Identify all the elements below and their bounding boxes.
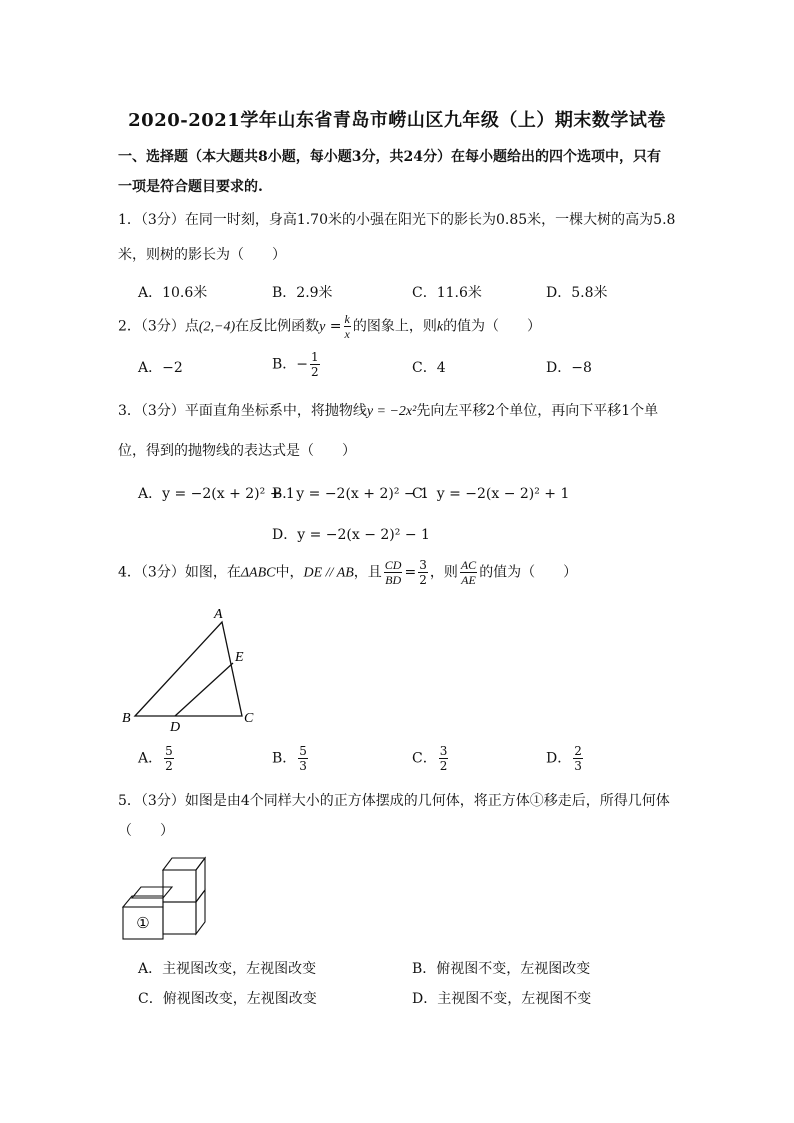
q2-mid: 在反比例函数 [235, 318, 320, 335]
q3-line1-expr: y = −2x² [366, 404, 417, 419]
q5-text-line2: （ ） [118, 823, 174, 839]
q4-option-d-den: 3 [574, 759, 582, 773]
q4-eq: = [404, 564, 417, 581]
q4-option-b-den: 3 [299, 759, 307, 773]
q4-f3-num: AC [460, 558, 477, 572]
q2-func-num: k [344, 312, 350, 326]
label-c: C [244, 711, 254, 726]
q2-end: 的值为（ ） [443, 318, 542, 335]
q5-text-line1: 5．（3分）如图是由4个同样大小的正方体摆成的几何体，将正方体①移走后，所得几何体 [118, 793, 670, 809]
bottom-right-cube-side [196, 890, 205, 934]
page-title: 2020-2021学年山东省青岛市崂山区九年级（上）期末数学试卷 [128, 110, 666, 131]
q2-option-b-label: B．− [272, 356, 309, 373]
q3-option-d[interactable]: D．y = −2(x − 2)² − 1 [272, 527, 430, 543]
q4-parallel: DE // AB [303, 565, 354, 581]
q4-f1-den: BD [385, 573, 402, 587]
q4-option-a-fraction [164, 744, 174, 773]
q4-f2-num: 3 [419, 558, 427, 572]
bottom-right-cube-front [163, 902, 196, 934]
q4-option-b-num: 5 [299, 744, 307, 758]
q2-point: (2,−4) [198, 319, 236, 335]
q4-option-c-num: 3 [439, 744, 448, 758]
q5-option-c[interactable]: C．俯视图改变，左视图改变 [138, 991, 317, 1007]
q4-frac-cd-bd [384, 558, 403, 587]
q3-line1-pre: 3．（3分）平面直角坐标系中，将抛物线 [118, 403, 367, 419]
q3-line1-post: 先向左平移2个单位，再向下平移1个单 [416, 403, 659, 419]
q3-option-c[interactable]: C．y = −2(x − 2)² + 1 [412, 486, 570, 502]
section-heading-line2: 一项是符合题目要求的. [118, 179, 263, 195]
q4-tri: ΔABC [240, 565, 276, 581]
q1-text-line2: 米，则树的影长为（ ） [118, 247, 286, 263]
q5-option-b[interactable]: B．俯视图不变，左视图改变 [412, 961, 591, 977]
q2-option-d[interactable]: D．−8 [546, 360, 592, 376]
q4-frac-3-2 [418, 558, 428, 587]
top-cube-top-face [163, 858, 205, 870]
q2-option-b-den: 2 [311, 365, 319, 379]
q2-after: 的图象上，则 [352, 318, 437, 335]
q3-option-b[interactable]: B．y = −2(x + 2)² − 1 [272, 486, 429, 502]
q3-text-line2: 位，得到的抛物线的表达式是（ ） [118, 443, 356, 459]
q1-option-a[interactable]: A．10.6米 [138, 285, 208, 301]
q2-option-a[interactable]: A．−2 [138, 360, 183, 376]
q4-f1-num: CD [384, 558, 402, 572]
segment-de [175, 663, 233, 716]
q4-triangle-figure [115, 600, 265, 735]
q4-end: 的值为（ ） [479, 564, 578, 581]
q4-mid2: ，且 [353, 564, 382, 581]
section-heading-line1: 一、选择题（本大题共8小题，每小题3分，共24分）在每小题给出的四个选项中，只有 [118, 149, 661, 165]
q4-f3-den: AE [461, 573, 476, 587]
q4-option-a[interactable] [138, 744, 176, 773]
q4-option-c-fraction [439, 744, 449, 773]
q4-prefix: 4．（3分）如图，在 [118, 564, 241, 581]
q2-func-y: y [319, 319, 326, 335]
q4-option-b-fraction [298, 744, 308, 773]
q1-option-d[interactable]: D．5.8米 [546, 285, 608, 301]
q5-cube-figure [118, 850, 213, 945]
q2-prefix: 2．（3分）点 [118, 318, 199, 335]
q4-frac-ac-ae [460, 558, 477, 587]
q4-option-d[interactable] [546, 744, 585, 773]
q2-option-b-num: 1 [311, 350, 319, 364]
q4-option-b-label: B． [272, 750, 297, 767]
q2-eq: = [329, 318, 342, 335]
q5-option-a[interactable]: A．主视图改变，左视图改变 [138, 961, 317, 977]
q4-option-a-num: 5 [165, 744, 173, 758]
q2-option-b[interactable] [272, 350, 322, 379]
q4-option-d-fraction [573, 744, 583, 773]
q4-mid3: ，则 [429, 564, 458, 581]
q2-func-den: x [344, 327, 350, 341]
q4-option-d-num: 2 [574, 744, 582, 758]
label-b: B [122, 711, 131, 726]
q4-option-c[interactable] [412, 744, 450, 773]
q4-option-c-den: 2 [439, 759, 448, 773]
label-a: A [214, 607, 223, 622]
q4-option-d-label: D． [546, 750, 572, 767]
q4-option-a-den: 2 [165, 759, 173, 773]
q3-option-a[interactable]: A．y = −2(x + 2)² + 1 [138, 486, 295, 502]
cube-1-mark: ① [136, 916, 150, 932]
q4-option-c-label: C． [412, 750, 437, 767]
label-d: D [170, 720, 181, 735]
q2-option-c[interactable]: C．4 [412, 360, 446, 376]
q2-option-b-fraction [310, 350, 320, 379]
top-cube-front-face [163, 870, 196, 902]
q5-option-d[interactable]: D．主视图不变，左视图不变 [412, 991, 592, 1007]
q1-option-c[interactable]: C．11.6米 [412, 285, 482, 301]
q3-text-line1 [118, 400, 658, 420]
q1-text-line1: 1．（3分）在同一时刻，身高1.70米的小强在阳光下的影长为0.85米，一棵大树的高为5.8 [118, 212, 676, 228]
q2-k: k [436, 319, 444, 335]
q4-text [118, 558, 577, 587]
q2-func-fraction [344, 312, 351, 341]
q4-mid1: 中， [275, 564, 304, 581]
q4-option-b[interactable] [272, 744, 310, 773]
q4-option-a-label: A． [138, 750, 163, 767]
label-e: E [235, 650, 244, 665]
q4-f2-den: 2 [419, 573, 427, 587]
q1-option-b[interactable]: B．2.9米 [272, 285, 333, 301]
q2-text [118, 312, 541, 341]
